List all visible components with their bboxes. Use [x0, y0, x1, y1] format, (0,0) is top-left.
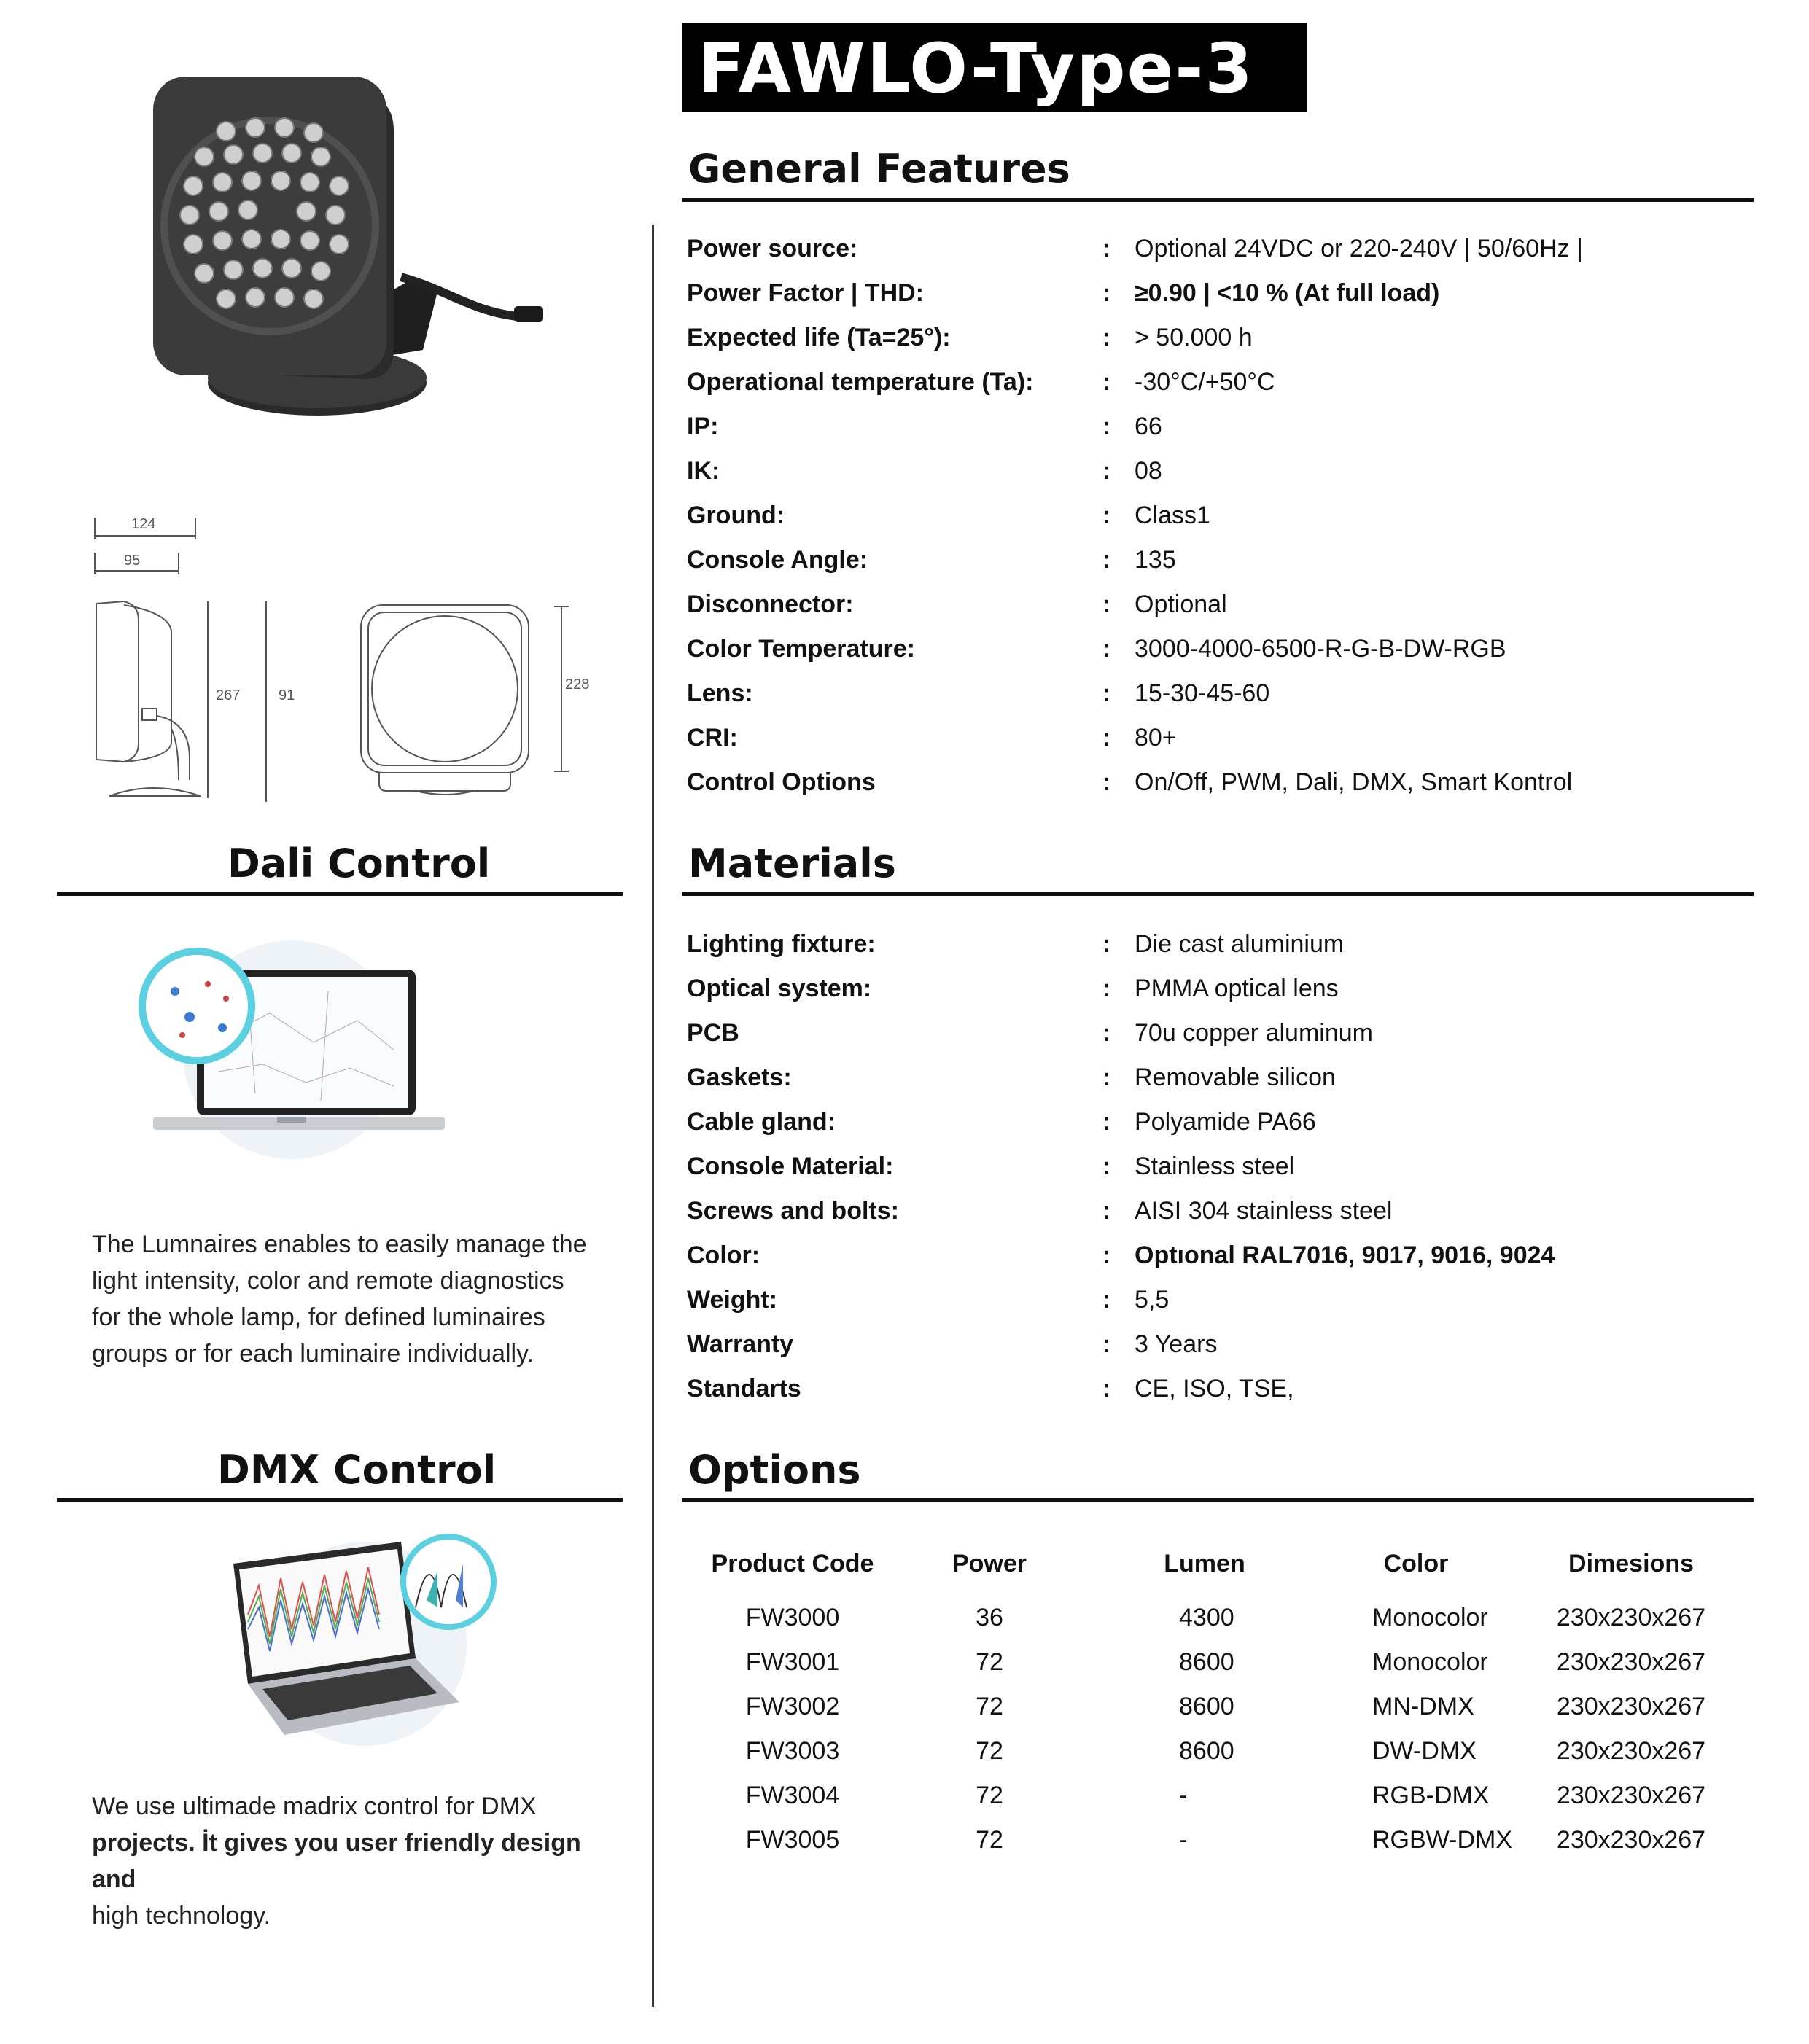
materials-row [687, 1019, 1751, 1064]
general_features-row [687, 235, 1751, 279]
materials-row [687, 1375, 1751, 1419]
separator: : [1102, 975, 1111, 1002]
dali-description: The Lumnaires enables to easily manage the light intensity, color and remote diagnostics for the whole lamp, for defined luminaires groups or for each luminaire individually. [92, 1230, 587, 1368]
dim-124: 124 [131, 516, 156, 532]
separator: : [1102, 930, 1111, 958]
dmx-laptop-image [219, 1527, 510, 1746]
options-cell: 72 [976, 1648, 1003, 1676]
materials-value: AISI 304 stainless steel [1135, 1197, 1393, 1225]
materials-key: Gaskets: [687, 1064, 792, 1091]
general_features-row [687, 413, 1751, 457]
section-dali-control: Dali Control [227, 840, 491, 886]
section-rule [57, 892, 623, 896]
general_features-row [687, 457, 1751, 502]
section-rule [682, 892, 1754, 896]
options-cell: DW-DMX [1372, 1737, 1477, 1765]
separator: : [1102, 502, 1111, 529]
options-cell: FW3002 [745, 1693, 840, 1720]
general_features-key: Control Options [687, 768, 876, 796]
dim-228: 228 [565, 676, 590, 693]
separator: : [1102, 724, 1111, 752]
section-dmx-control: DMX Control [217, 1447, 497, 1493]
separator: : [1102, 635, 1111, 663]
general_features-value: Optional [1135, 590, 1227, 618]
general_features-row [687, 590, 1751, 635]
materials-row [687, 1286, 1751, 1330]
materials-row [687, 1330, 1751, 1375]
separator: : [1102, 324, 1111, 351]
general_features-row [687, 324, 1751, 368]
general_features-value: On/Off, PWM, Dali, DMX, Smart Kontrol [1135, 768, 1573, 796]
general_features-value: 80+ [1135, 724, 1177, 752]
general_features-key: Console Angle: [687, 546, 868, 574]
section-materials: Materials [688, 840, 896, 886]
general_features-value: -30°C/+50°C [1135, 368, 1275, 396]
section-general-features: General Features [688, 146, 1070, 192]
options-cell: 230x230x267 [1556, 1782, 1706, 1809]
materials-value: Stainless steel [1135, 1152, 1295, 1180]
general_features-key: Power source: [687, 235, 858, 262]
materials-value: Die cast aluminium [1135, 930, 1345, 958]
separator: : [1102, 1330, 1111, 1358]
options-cell: FW3005 [745, 1826, 840, 1854]
options-cell: FW3001 [745, 1648, 840, 1676]
options-cell: 72 [976, 1693, 1003, 1720]
options-cell: 230x230x267 [1556, 1693, 1706, 1720]
options-header-row [687, 1550, 1737, 1604]
materials-row [687, 1197, 1751, 1241]
options-cell: FW3004 [745, 1782, 840, 1809]
options-header-cell: Color [1383, 1550, 1449, 1577]
title-box [682, 23, 1307, 112]
options-row [687, 1737, 1737, 1782]
product-image [146, 73, 598, 416]
section-rule [57, 1498, 623, 1502]
general_features-key: Disconnector: [687, 590, 854, 618]
materials-row [687, 1241, 1751, 1286]
separator: : [1102, 1108, 1111, 1136]
options-header-cell: Power [952, 1550, 1027, 1577]
general_features-row [687, 546, 1751, 590]
separator: : [1102, 1286, 1111, 1314]
separator: : [1102, 457, 1111, 485]
general_features-value: > 50.000 h [1135, 324, 1253, 351]
options-cell: Monocolor [1372, 1604, 1488, 1631]
options-row [687, 1826, 1737, 1871]
materials-row [687, 930, 1751, 975]
options-cell: 8600 [1179, 1693, 1234, 1720]
general_features-value: 3000-4000-6500-R-G-B-DW-RGB [1135, 635, 1506, 663]
separator: : [1102, 546, 1111, 574]
separator: : [1102, 1241, 1111, 1269]
dim-95: 95 [124, 553, 141, 569]
general_features-value: ≥0.90 | <10 % (At full load) [1135, 279, 1440, 307]
materials-value: Polyamide PA66 [1135, 1108, 1316, 1136]
materials-key: Screws and bolts: [687, 1197, 899, 1225]
materials-key: Cable gland: [687, 1108, 836, 1136]
materials-row [687, 975, 1751, 1019]
general_features-row [687, 768, 1751, 813]
separator: : [1102, 1019, 1111, 1047]
separator: : [1102, 279, 1111, 307]
materials-value: 70u copper aluminum [1135, 1019, 1373, 1047]
dim-267: 267 [216, 687, 241, 703]
options-cell: 8600 [1179, 1737, 1234, 1765]
general_features-row [687, 679, 1751, 724]
materials-key: Weight: [687, 1286, 778, 1314]
options-cell: 36 [976, 1604, 1003, 1631]
options-cell: 72 [976, 1737, 1003, 1765]
options-table [687, 1550, 1737, 1871]
general_features-value: Optional 24VDC or 220-240V | 50/60Hz | [1135, 235, 1583, 262]
general-features-table [687, 235, 1751, 813]
materials-value: Optıonal RAL7016, 9017, 9016, 9024 [1135, 1241, 1555, 1269]
general_features-key: Color Temperature: [687, 635, 915, 663]
materials-key: Console Material: [687, 1152, 894, 1180]
options-cell: 4300 [1179, 1604, 1234, 1631]
materials-value: CE, ISO, TSE, [1135, 1375, 1294, 1403]
separator: : [1102, 1197, 1111, 1225]
options-cell: - [1179, 1782, 1188, 1809]
materials-value: 3 Years [1135, 1330, 1218, 1358]
separator: : [1102, 368, 1111, 396]
options-cell: MN-DMX [1372, 1693, 1474, 1720]
separator: : [1102, 679, 1111, 707]
section-rule [682, 1498, 1754, 1502]
section-options: Options [688, 1447, 861, 1493]
general_features-value: 08 [1135, 457, 1162, 485]
materials-row [687, 1108, 1751, 1152]
dim-91: 91 [279, 687, 295, 703]
general_features-key: Power Factor | THD: [687, 279, 924, 307]
options-cell: FW3003 [745, 1737, 840, 1765]
general_features-key: CRI: [687, 724, 738, 752]
options-cell: 230x230x267 [1556, 1826, 1706, 1854]
section-rule [682, 198, 1754, 202]
general_features-key: IP: [687, 413, 719, 440]
materials-value: Removable silicon [1135, 1064, 1336, 1091]
separator: : [1102, 413, 1111, 440]
materials-key: Warranty [687, 1330, 794, 1358]
dimension-drawing [87, 510, 590, 816]
general_features-value: Class1 [1135, 502, 1210, 529]
materials-table [687, 930, 1751, 1419]
column-divider [652, 225, 654, 2007]
separator: : [1102, 1064, 1111, 1091]
options-cell: 72 [976, 1826, 1003, 1854]
general_features-key: Expected life (Ta=25°): [687, 324, 951, 351]
separator: : [1102, 1152, 1111, 1180]
options-cell: FW3000 [745, 1604, 840, 1631]
general_features-key: Lens: [687, 679, 753, 707]
options-row [687, 1693, 1737, 1737]
page-title: FAWLO-Type-3 [698, 29, 1254, 109]
dmx-description: We use ultimade madrix control for DMX projects. İt gives you user friendly design and high technology. [92, 1793, 581, 1930]
general_features-key: Ground: [687, 502, 785, 529]
materials-key: Color: [687, 1241, 760, 1269]
general_features-row [687, 724, 1751, 768]
options-cell: 230x230x267 [1556, 1604, 1706, 1631]
general_features-row [687, 502, 1751, 546]
general_features-value: 15-30-45-60 [1135, 679, 1270, 707]
separator: : [1102, 235, 1111, 262]
options-header-cell: Dimesions [1568, 1550, 1694, 1577]
general_features-row [687, 279, 1751, 324]
options-cell: 230x230x267 [1556, 1648, 1706, 1676]
materials-key: Lighting fixture: [687, 930, 876, 958]
general_features-value: 135 [1135, 546, 1176, 574]
materials-row [687, 1152, 1751, 1197]
options-cell: 230x230x267 [1556, 1737, 1706, 1765]
separator: : [1102, 590, 1111, 618]
options-cell: Monocolor [1372, 1648, 1488, 1676]
general_features-row [687, 635, 1751, 679]
options-header-cell: Lumen [1164, 1550, 1245, 1577]
separator: : [1102, 1375, 1111, 1403]
options-cell: RGB-DMX [1372, 1782, 1490, 1809]
materials-key: PCB [687, 1019, 739, 1047]
general_features-key: Operational temperature (Ta): [687, 368, 1034, 396]
options-header-cell: Product Code [711, 1550, 874, 1577]
options-cell: RGBW-DMX [1372, 1826, 1513, 1854]
options-row [687, 1604, 1737, 1648]
options-cell: 72 [976, 1782, 1003, 1809]
materials-row [687, 1064, 1751, 1108]
general_features-key: IK: [687, 457, 720, 485]
options-row [687, 1782, 1737, 1826]
materials-value: 5,5 [1135, 1286, 1170, 1314]
materials-value: PMMA optical lens [1135, 975, 1339, 1002]
options-row [687, 1648, 1737, 1693]
materials-key: Standarts [687, 1375, 801, 1403]
separator: : [1102, 768, 1111, 796]
general_features-row [687, 368, 1751, 413]
options-cell: - [1179, 1826, 1188, 1854]
materials-key: Optical system: [687, 975, 872, 1002]
dali-laptop-image [139, 926, 445, 1166]
general_features-value: 66 [1135, 413, 1162, 440]
options-cell: 8600 [1179, 1648, 1234, 1676]
